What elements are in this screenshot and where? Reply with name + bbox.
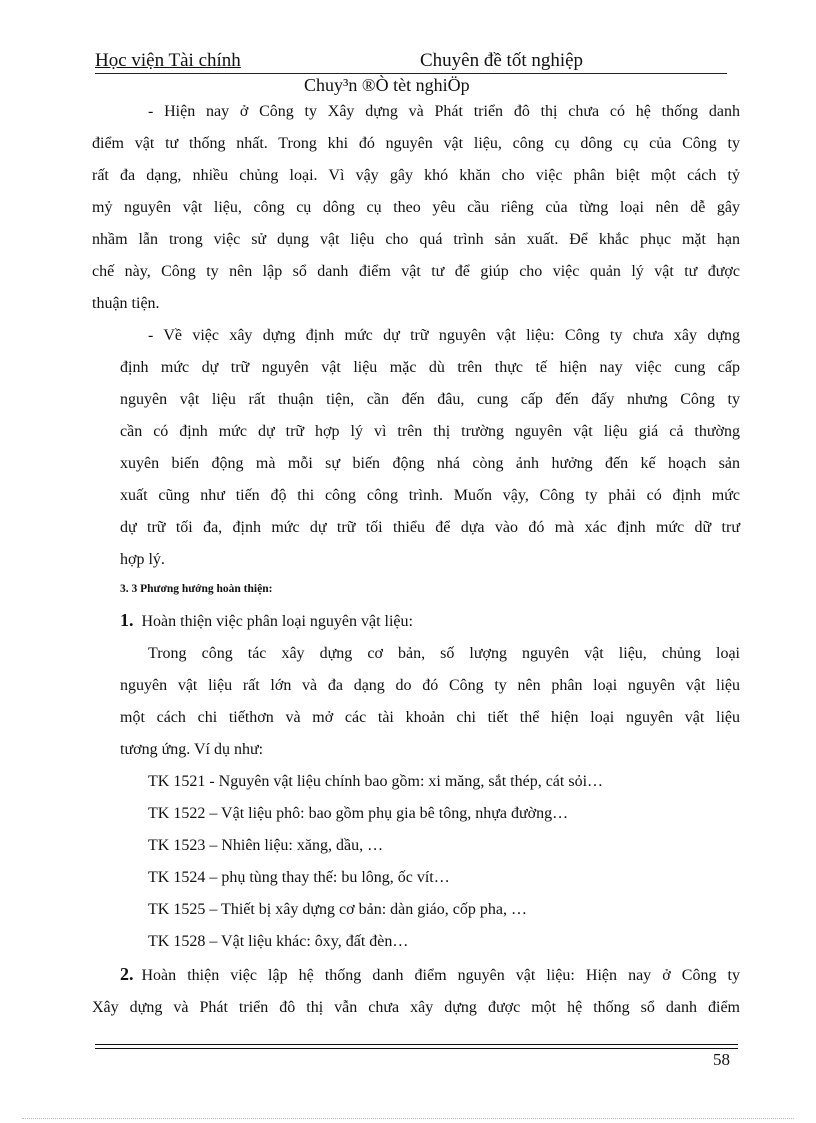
- account-line: TK 1524 – phụ tùng thay thế: bu lông, ốc vít…: [148, 869, 450, 886]
- account-line: TK 1522 – Vật liệu phô: bao gồm phụ gia bê tông, nhựa đường…: [148, 805, 569, 822]
- account-line: TK 1528 – Vật liệu khác: ôxy, đất đèn…: [148, 933, 409, 950]
- page-number: 58: [713, 1050, 730, 1069]
- item-title: Hoàn thiện việc phân loại nguyên vật liệu:: [141, 613, 413, 630]
- item-1: [120, 604, 740, 958]
- text-line: xuất cũng như tiến độ thi công công trình. Muốn vậy, Công ty phải có định mức: [120, 487, 740, 504]
- text-line: xuyên biến động mà mỗi sự biến động nhá còng ảnh hưởng đến kế hoạch sản: [120, 455, 740, 472]
- text-line: thuận tiện.: [92, 295, 160, 312]
- page-edge: [22, 1118, 794, 1119]
- text-line: Xây dựng và Phát triển đô thị vẫn chưa xây dựng được một hệ thống sổ danh điểm: [92, 999, 740, 1016]
- text-line: Trong công tác xây dựng cơ bản, số lượng nguyên vật liệu, chủng loại: [148, 645, 740, 662]
- text-line: hợp lý.: [120, 551, 165, 568]
- text-line: rất đa dạng, nhiều chủng loại. Vì vậy gây khó khăn cho việc phân biệt một cách tỷ: [92, 167, 740, 184]
- text-line: nguyên vật liệu rất lớn và đa dạng do đó Công ty nên phân loại nguyên vật liệu: [120, 677, 740, 694]
- header-institution: Học viện Tài chính: [95, 50, 241, 71]
- page-body: [92, 96, 740, 1024]
- text-line: dự trữ tối đa, định mức dự trữ tối thiểu để dựa vào đó mà xác định mức dữ trư: [120, 519, 740, 536]
- text-line: nhầm lẫn trong việc sử dụng vật liệu cho quá trình sản xuất. Để khắc phục mặt hạn: [92, 231, 740, 248]
- text-line: - Về việc xây dựng định mức dự trữ nguyên vật liệu: Công ty chưa xây dựng: [148, 327, 740, 344]
- header-rule: [95, 73, 727, 74]
- account-line: TK 1521 - Nguyên vật liệu chính bao gồm: xi măng, sắt thép, cát sỏi…: [148, 773, 604, 790]
- account-line: TK 1525 – Thiết bị xây dựng cơ bản: dàn giáo, cốp pha, …: [148, 901, 527, 918]
- footer-rule: [95, 1048, 738, 1049]
- text-line: một cách chi tiếthơn và mở các tài khoản chi tiết thể hiện loại nguyên vật liệu: [120, 709, 740, 726]
- footer-rule: [95, 1044, 738, 1045]
- paragraph-material-catalog: [92, 96, 740, 320]
- item-number: 1.: [120, 610, 134, 630]
- text-line: định mức dự trữ nguyên vật liệu mặc dù trên thực tế hiện nay việc cung cấp: [120, 359, 740, 376]
- item-2: [92, 958, 740, 1024]
- section-heading: 3. 3 Phương hướng hoàn thiện:: [120, 583, 273, 595]
- text-line: điểm vật tư thống nhất. Trong khi đó nguyên vật liệu, công cụ dông cụ của Công ty: [92, 135, 740, 152]
- item-number: 2.: [120, 964, 134, 984]
- header-subtitle: Chuy³n ®Ò tèt nghiÖp: [304, 75, 470, 95]
- text-line: chế này, Công ty nên lập sổ danh điểm vật tư để giúp cho việc quản lý vật tư được: [92, 263, 740, 280]
- text-line: tương ứng. Ví dụ như:: [120, 741, 264, 758]
- text-line: nguyên vật liệu rất thuận tiện, cần đến đâu, cung cấp đến đấy nhưng Công ty: [120, 391, 740, 408]
- text-line: mỷ nguyên vật liệu, công cụ dông cụ theo yêu cầu riêng của từng loại nên dễ gây: [92, 199, 740, 216]
- text-line: Hoàn thiện việc lập hệ thống danh điểm nguyên vật liệu: Hiện nay ở Công ty: [141, 967, 740, 984]
- account-line: TK 1523 – Nhiên liệu: xăng, dầu, …: [148, 837, 384, 854]
- text-line: - Hiện nay ở Công ty Xây dựng và Phát triển đô thị chưa có hệ thống danh: [148, 103, 740, 120]
- page-header: [95, 50, 725, 74]
- header-doc-type: Chuyên đề tốt nghiệp: [420, 50, 584, 71]
- text-line: cần có định mức dự trữ hợp lý vì trên thị trường nguyên vật liệu giá cả thường: [120, 423, 740, 440]
- paragraph-reserve-norms: [120, 320, 740, 576]
